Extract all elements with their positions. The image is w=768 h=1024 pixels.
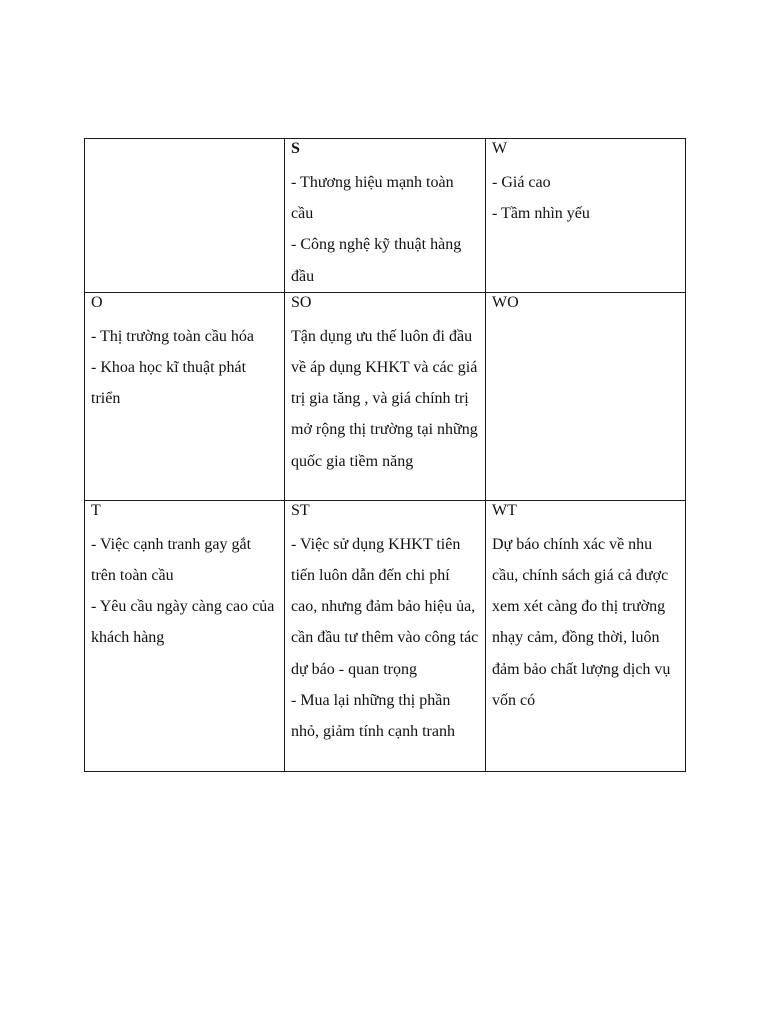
weakness-item: - Tầm nhìn yếu bbox=[492, 205, 590, 223]
threat-item: - Yêu cầu ngày càng cao của khách hàng bbox=[91, 598, 275, 647]
table-row bbox=[85, 500, 686, 771]
st-heading: ST bbox=[291, 501, 310, 519]
empty-corner-cell bbox=[85, 139, 285, 293]
threats-heading: T bbox=[91, 501, 101, 519]
table-row bbox=[85, 139, 686, 293]
opportunities-cell bbox=[85, 292, 285, 500]
weaknesses-cell bbox=[486, 139, 686, 293]
wt-strategy-cell bbox=[486, 500, 686, 771]
threats-cell bbox=[85, 500, 285, 771]
weaknesses-heading: W bbox=[492, 140, 508, 157]
so-strategy-text: Tận dụng ưu thế luôn đi đầu về áp dụng KHKT và các giá trị gia tăng , và giá chính trị mở rộng thị trường tại những quốc gia tiềm năng bbox=[291, 327, 478, 470]
wo-strategy-cell bbox=[486, 292, 686, 500]
so-strategy-cell bbox=[285, 292, 486, 500]
strengths-cell bbox=[285, 139, 486, 293]
so-heading: SO bbox=[291, 293, 312, 311]
table-row bbox=[85, 292, 686, 500]
strength-item: - Thương hiệu mạnh toàn cầu bbox=[291, 174, 454, 223]
opportunities-heading: O bbox=[91, 293, 103, 311]
swot-matrix-table bbox=[84, 138, 686, 772]
strengths-heading: S bbox=[291, 140, 300, 157]
weakness-item: - Giá cao bbox=[492, 174, 551, 191]
wo-heading: WO bbox=[492, 293, 519, 311]
opportunity-item: - Thị trường toàn cầu hóa bbox=[91, 327, 255, 345]
opportunity-item: - Khoa học kĩ thuật phát triển bbox=[91, 359, 247, 408]
wt-strategy-text: Dự báo chính xác về nhu cầu, chính sách giá cả được xem xét càng đo thị trường nhạy cảm, đồng thời, luôn đảm bảo chất lượng dịch vụ vốn có bbox=[492, 535, 671, 709]
st-strategy-item: - Việc sử dụng KHKT tiên tiến luôn dẫn đến chi phí cao, nhưng đảm bảo hiệu ủa, cần đầu tư thêm vào công tác dự báo - quan trọng bbox=[291, 535, 479, 678]
strength-item: - Công nghệ kỹ thuật hàng đầu bbox=[291, 236, 462, 285]
st-strategy-cell bbox=[285, 500, 486, 771]
threat-item: - Việc cạnh tranh gay gắt trên toàn cầu bbox=[91, 535, 252, 585]
st-strategy-item: - Mua lại những thị phần nhỏ, giảm tính cạnh tranh bbox=[291, 691, 455, 741]
wt-heading: WT bbox=[492, 501, 517, 519]
